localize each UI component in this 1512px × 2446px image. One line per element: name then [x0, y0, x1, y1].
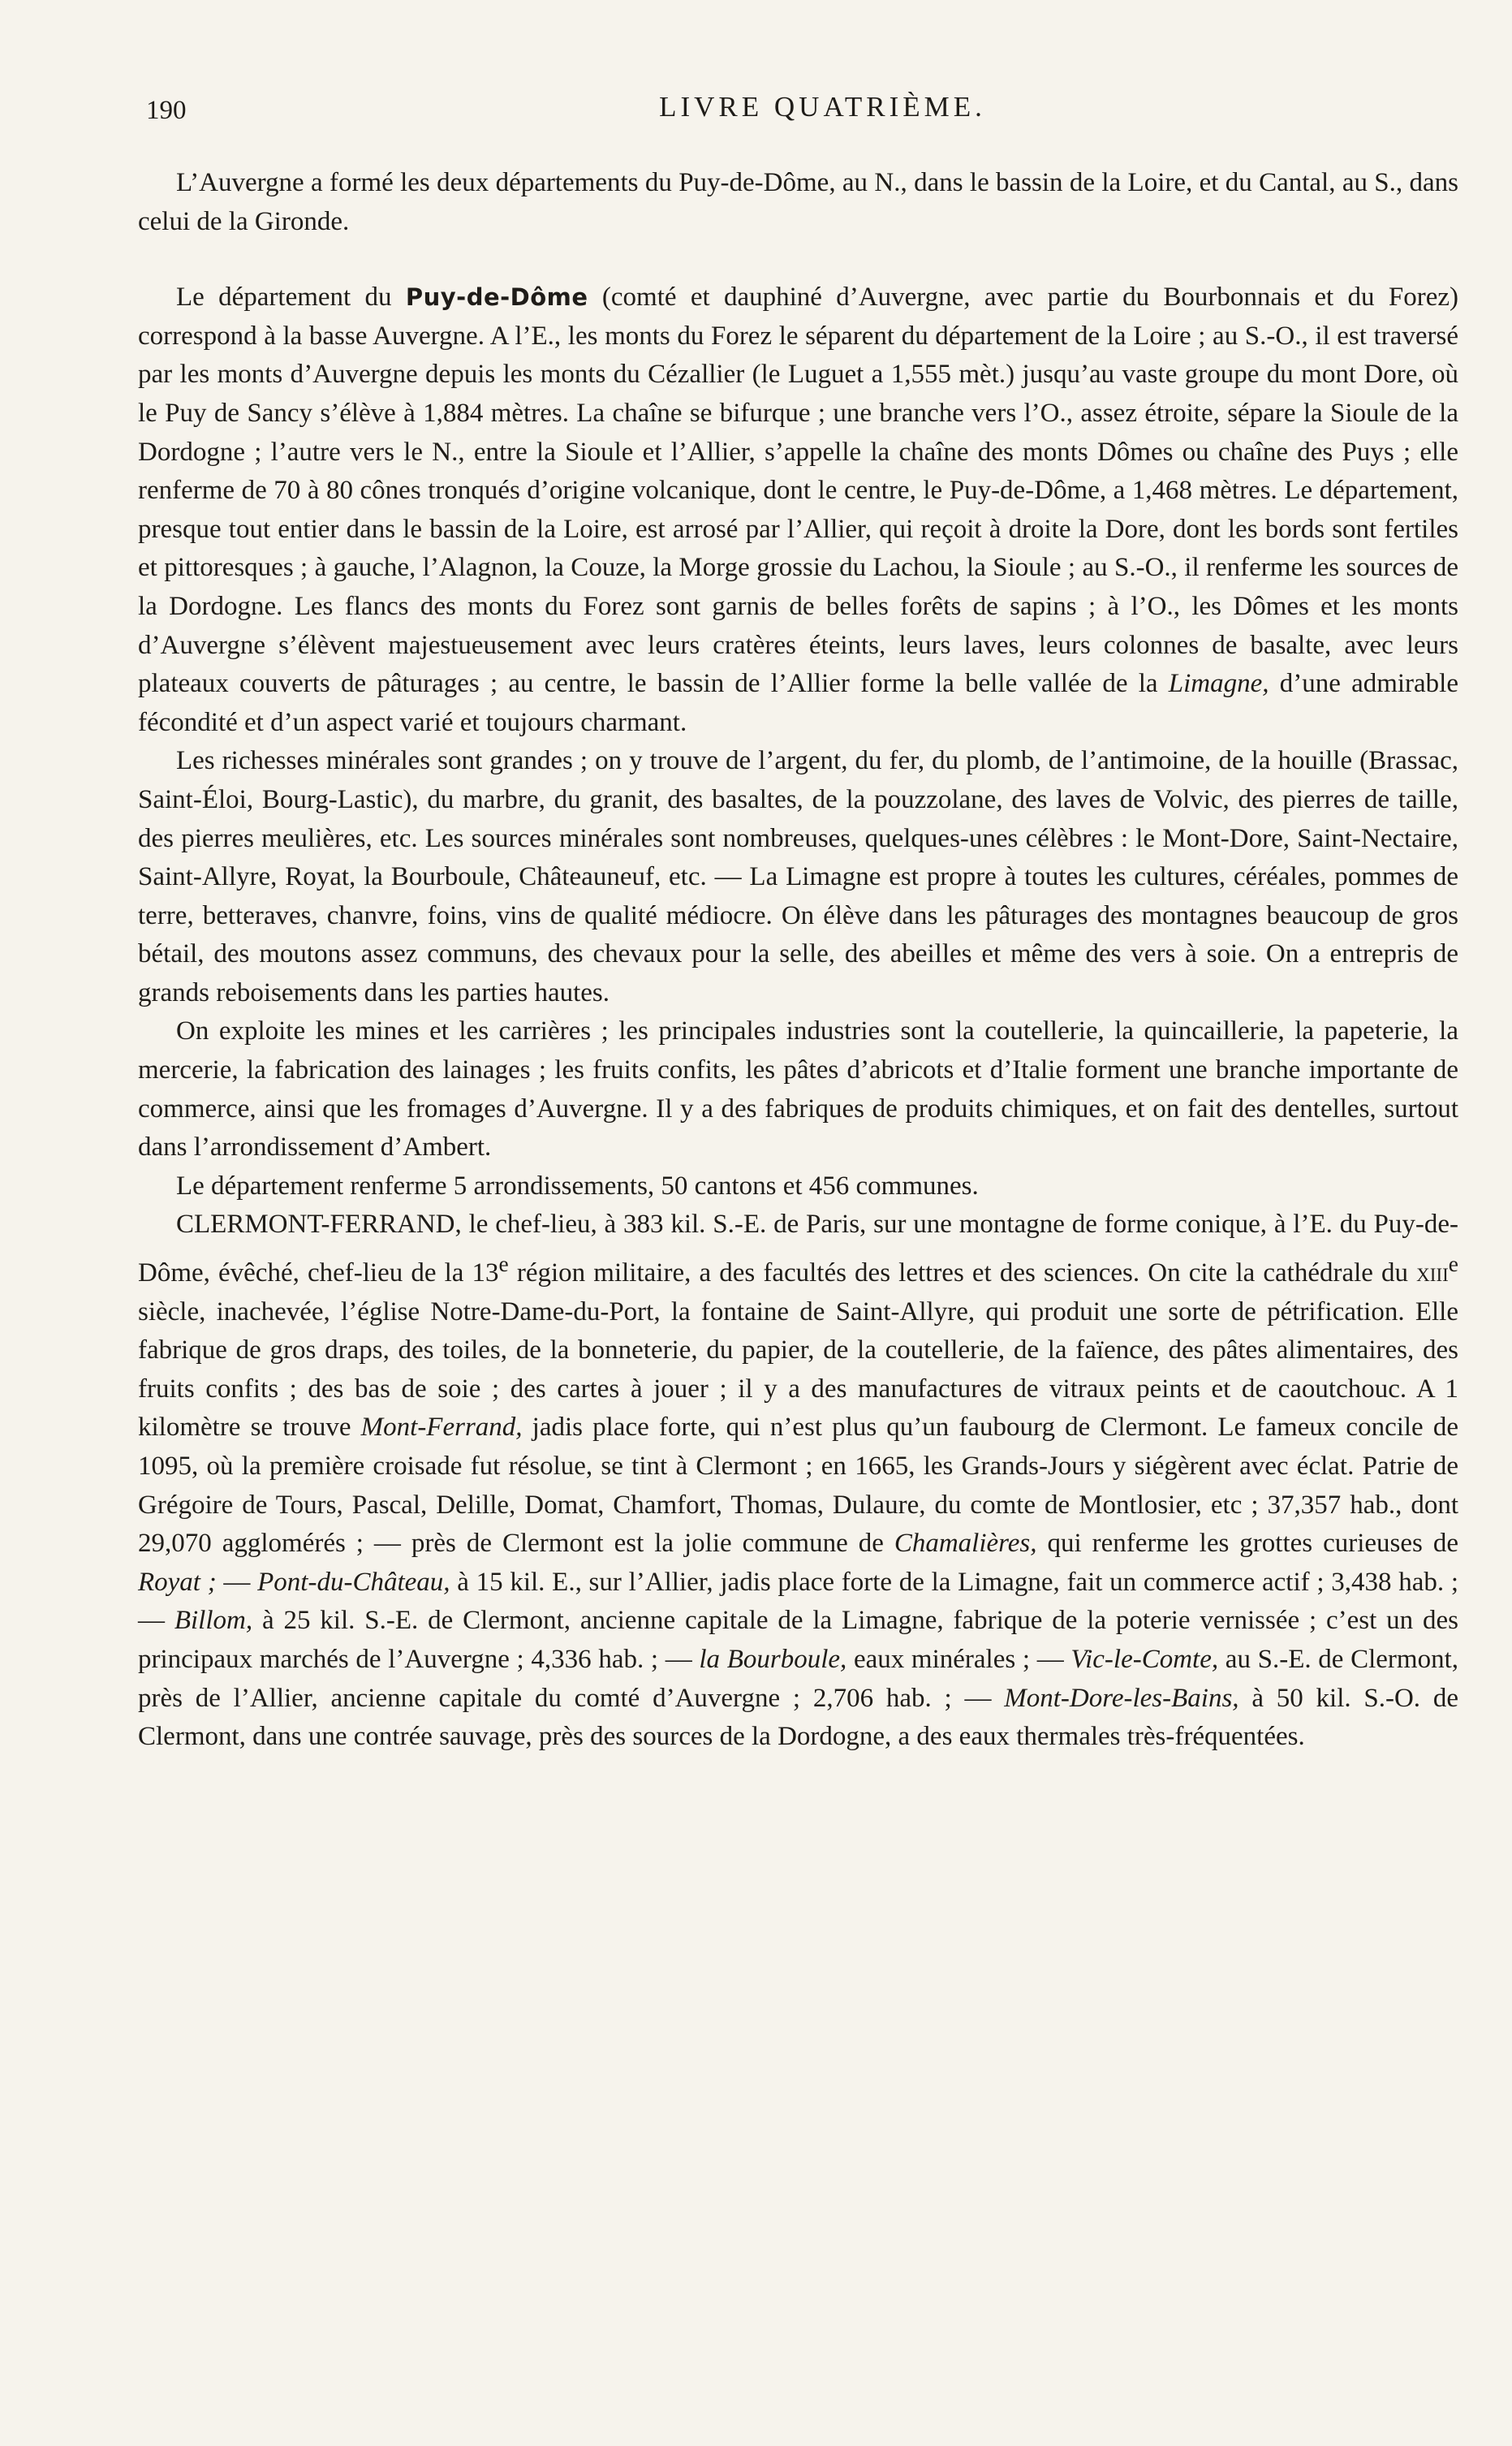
clermont-text-8: à 25 kil. S.-E. de Clermont, ancienne capitale de la Limagne, fabrique de la poterie vernissée ; c’est un des principaux marchés de l’Auvergne ; 4,336 hab. ; —: [138, 1606, 1458, 1674]
clermont-text-4: jadis place forte, qui n’est plus qu’un faubourg de Clermont. Le fameux concile de 1095, où la première croisade fut résolue, se tint à Clermont ; en 1665, les Grands-Jours y siégèrent avec éclat. Patrie de Grégoire de Tours, Pascal, Delille, Domat, Chamfort, Thomas, Dulaure, du comte de Montlosier, etc ; 37,357 hab., dont 29,070 agglomérés ; — près de Clermont est la jolie commune de: [138, 1413, 1458, 1559]
clermont-text-7: à 15 kil. E., sur l’Allier, jadis place forte de la Limagne, fait un commerce actif ; 3,438 hab. ; —: [138, 1567, 1458, 1636]
department-description: (comté et dauphiné d’Auvergne, avec partie du Bourbonnais et du Forez) correspond à la basse Auvergne. A l’E., les monts du Forez le séparent du département de la Loire ; au S.-O., il est traversé par les monts d’Auvergne depuis les monts du Cézallier (le Luguet a 1,555 mèt.) jusqu’au vaste groupe du mont Dore, où le Puy de Sancy s’élève à 1,884 mètres. La chaîne se bifurque ; une branche vers l’O., assez étroite, sépare la Sioule de la Dordogne ; l’autre vers le N., entre la Sioule et l’Allier, s’appelle la chaîne des monts Dômes ou chaîne des Puys ; elle renferme de 70 à 80 cônes tronqués d’origine volcanique, dont le centre, le Puy-de-Dôme, a 1,468 mètres. Le département, presque tout entier dans le bassin de la Loire, est arrosé par l’Allier, qui reçoit à droite la Dore, dont les bords sont fertiles et pittoresques ; à gauche, l’Alagnon, la Couze, la Morge grossie du Lachou, la Sioule ; au S.-O., il renferme les sources de la Dordogne. Les flancs des monts du Forez sont garnis de belles forêts de sapins ; à l’O., les Dômes et les monts d’Auvergne s’élèvent majestueusement avec leurs cratères éteints, leurs laves, leurs colonnes de basalte, avec leurs plateaux couverts de pâturages ; au centre, le bassin de l’Allier forme la belle vallée de la: [138, 283, 1458, 699]
paragraph-intro-text: L’Auvergne a formé les deux départements du Puy-de-Dôme, au N., dans le bassin de la Loire, et du Cantal, au S., dans celui de la Gironde.: [138, 168, 1458, 236]
page-header: [138, 91, 1458, 140]
paragraph-mineral-resources: [138, 742, 1458, 1012]
place-pont-du-chateau: Pont-du-Château,: [257, 1567, 450, 1597]
department-intro-text: Le département du: [176, 283, 406, 313]
ordinal-superscript: e: [498, 1251, 509, 1277]
clermont-text-3: siècle, inachevée, l’église Notre-Dame-du-Port, la fontaine de Saint-Allyre, qui produit une sorte de pétrification. Elle fabrique de gros draps, des toiles, de la bonneterie, du papier, de la coutellerie, de la faïence, des pâtes alimentaires, des fruits confits ; des bas de soie ; des cartes à jouer ; il y a des manufactures de vitraux peints et de caoutchouc. A 1 kilomètre se trouve: [138, 1296, 1458, 1443]
paragraph-intro: [138, 164, 1458, 241]
department-name: Puy-de-Dôme: [405, 283, 588, 312]
paragraph-industries: [138, 1012, 1458, 1167]
clermont-text-1: , le chef-lieu, à 383 kil. S.-E. de Paris, sur une montagne de forme conique, à l’E. du Puy-de-Dôme, évêché, chef-lieu de la 13: [138, 1210, 1458, 1288]
place-chamalieres: Chamalières,: [894, 1529, 1037, 1559]
place-billom: Billom,: [174, 1606, 253, 1636]
place-mont-dore-les-bains: Mont-Dore-les-Bains,: [1004, 1683, 1239, 1713]
clermont-text-11: à 50 kil. S.-O. de Clermont, dans une contrée sauvage, près des sources de la Dordogne, a des eaux thermales très-fréquentées.: [138, 1683, 1458, 1752]
body-text: [138, 164, 1458, 1757]
limagne-term: Limagne,: [1168, 669, 1269, 699]
paragraph-clermont-ferrand: [138, 1206, 1458, 1756]
place-vic-le-comte: Vic-le-Comte,: [1070, 1644, 1219, 1674]
department-description-end: d’une admirable fécondité et d’un aspect varié et toujours charmant.: [138, 669, 1458, 737]
mineral-resources-text: Les richesses minérales sont grandes ; on y trouve de l’argent, du fer, du plomb, de l’antimoine, de la houille (Brassac, Saint-Éloi, Bourg-Lastic), du marbre, du granit, des basaltes, de la pouzzolane, des laves de Volvic, des pierres de taille, des pierres meulières, etc. Les sources minérales sont nombreuses, quelques-unes célèbres : le Mont-Dore, Saint-Nectaire, Saint-Allyre, Royat, la Bourboule, Châteauneuf, etc. — La Limagne est propre à toutes les cultures, céréales, pommes de terre, betteraves, chanvre, foins, vins de qualité médiocre. On élève dans les pâturages des montagnes beaucoup de gros bétail, des moutons assez communs, des chevaux pour la selle, des abeilles et même des vers à soie. On a entrepris de grands reboisements dans les parties hautes.: [138, 746, 1458, 1007]
administration-text: Le département renferme 5 arrondissements, 50 cantons et 456 communes.: [176, 1171, 979, 1201]
paragraph-department: [138, 278, 1458, 742]
place-montferrand: Mont-Ferrand,: [360, 1413, 523, 1443]
century-numeral: xiii: [1416, 1258, 1449, 1288]
clermont-text-10: au S.-E. de Clermont, près de l’Allier, ancienne capitale du comté d’Auvergne ; 2,706 hab. ; —: [138, 1644, 1458, 1713]
page-number: 190: [146, 96, 187, 125]
industries-text: On exploite les mines et les carrières ; les principales industries sont la coutellerie, la quincaillerie, la papeterie, la mercerie, la fabrication des lainages ; les fruits confits, les pâtes d’abricots et d’Italie forment une branche importante de commerce, ainsi que les fromages d’Auvergne. Il y a des fabriques de produits chimiques, et on fait des dentelles, surtout dans l’arrondissement d’Ambert.: [138, 1016, 1458, 1163]
city-name: CLERMONT-FERRAND: [176, 1210, 455, 1240]
running-title: LIVRE QUATRIÈME.: [659, 91, 986, 123]
paragraph-administration: [138, 1167, 1458, 1206]
century-superscript: e: [1448, 1251, 1458, 1277]
clermont-text-9: eaux minérales ; —: [846, 1644, 1071, 1674]
place-royat: Royat ;: [138, 1567, 217, 1597]
place-la-bourboule: la Bourboule,: [699, 1644, 847, 1674]
clermont-text-2: région militaire, a des facultés des lettres et des sciences. On cite la cathédrale du: [508, 1258, 1417, 1288]
clermont-text-5: qui renferme les grottes curieuses de: [1036, 1529, 1458, 1559]
clermont-text-6: —: [216, 1567, 258, 1597]
